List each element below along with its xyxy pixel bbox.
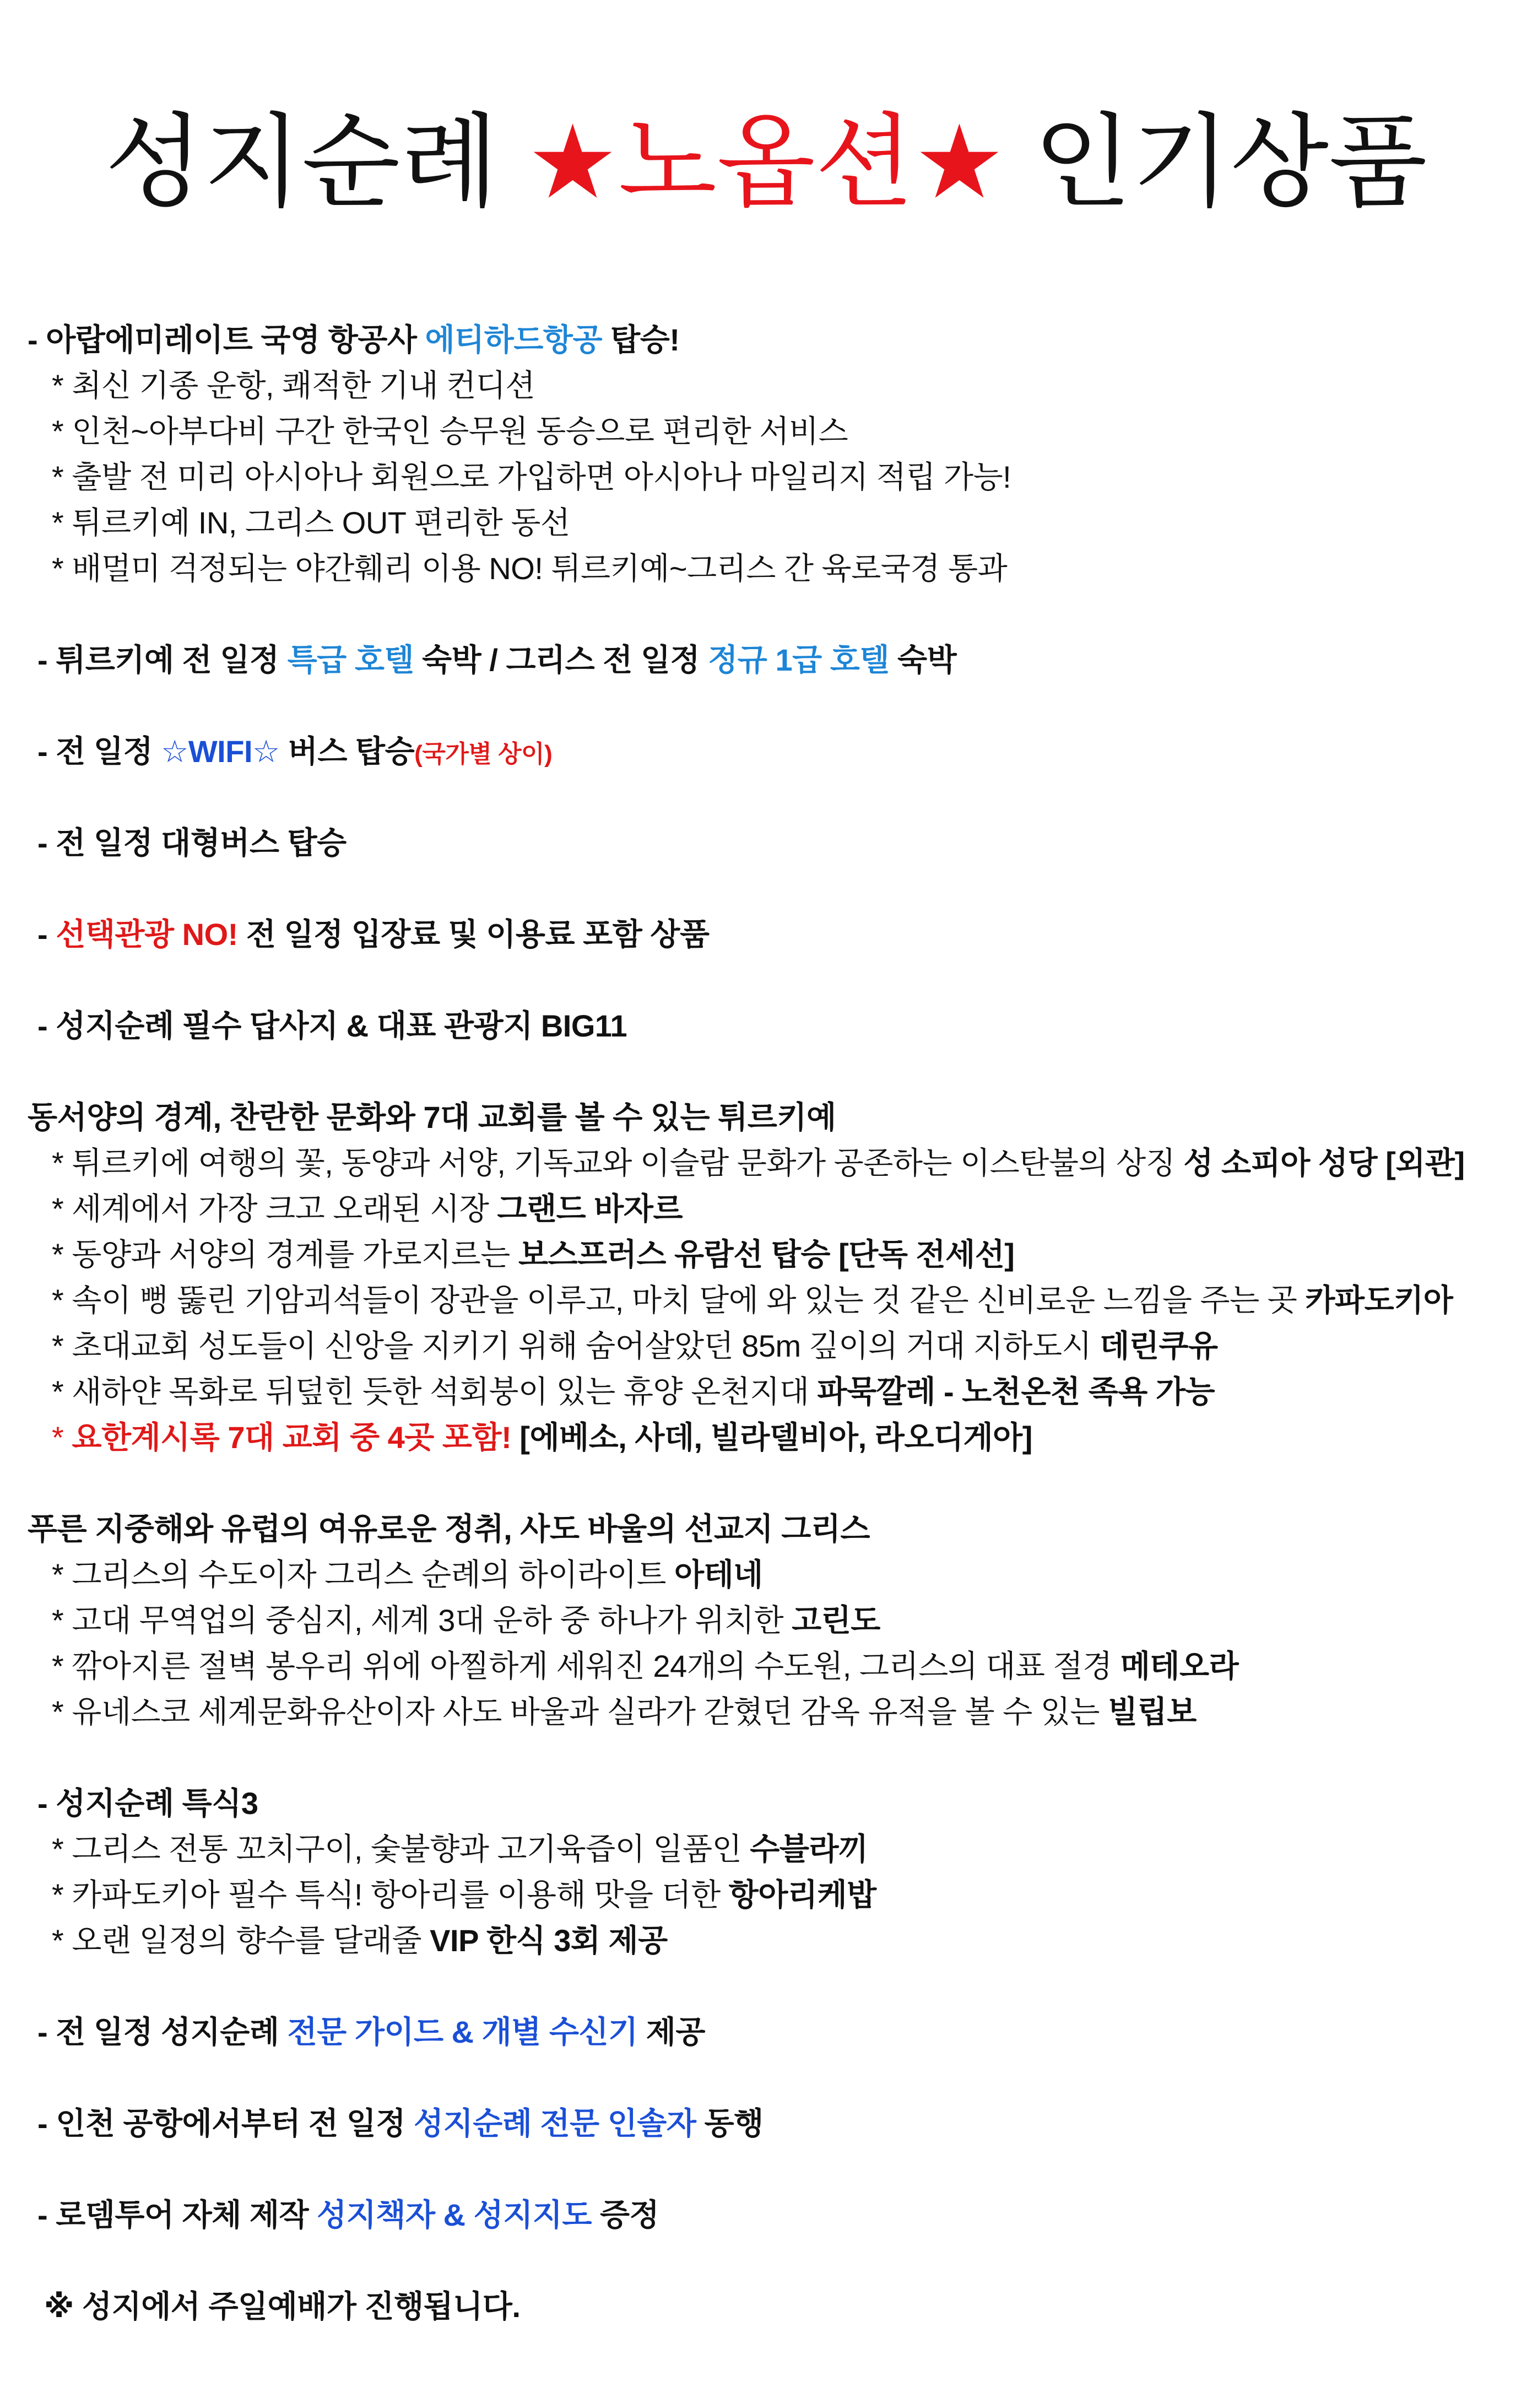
airline-item: * 배멀미 걱정되는 야간훼리 이용 NO! 튀르키예~그리스 간 육로국경 통과 xyxy=(52,551,1008,586)
spacer xyxy=(0,1735,1532,1780)
food-item-highlight: VIP 한식 3회 제공 xyxy=(430,1923,668,1958)
airline-heading-text: - 아랍에미레이트 국영 항공사 xyxy=(28,322,425,357)
escort-text: - 인천 공항에서부터 전 일정 xyxy=(37,2106,414,2141)
food-item xyxy=(0,1918,1532,1963)
greece-heading: 푸른 지중해와 유럽의 여유로운 정취, 사도 바울의 선교지 그리스 xyxy=(28,1511,870,1546)
turkey-churches-item xyxy=(0,1414,1532,1460)
airline-name: 에티하드항공 xyxy=(425,322,603,357)
turkey-item-highlight: 카파도키아 xyxy=(1305,1283,1453,1318)
greece-item xyxy=(0,1643,1532,1689)
turkey-item xyxy=(0,1369,1532,1414)
spacer xyxy=(0,1049,1532,1094)
spacer xyxy=(0,2055,1532,2101)
hotel-text: - 튀르키예 전 일정 xyxy=(37,643,288,677)
guide-highlight: 전문 가이드 & 개별 수신기 xyxy=(287,2015,638,2049)
airline-item: * 최신 기종 운항, 쾌적한 기내 컨디션 xyxy=(52,368,535,403)
option-text: 전 일정 입장료 및 이용료 포함 상품 xyxy=(237,917,710,952)
title-part-1: 성지순례 xyxy=(105,106,527,219)
option-line xyxy=(0,911,1532,957)
no-option-label: 선택관광 NO! xyxy=(56,917,238,952)
spacer xyxy=(0,2146,1532,2192)
greece-item xyxy=(0,1689,1532,1735)
spacer xyxy=(0,774,1532,820)
turkey-item xyxy=(0,1140,1532,1186)
turkey-item xyxy=(0,1232,1532,1277)
turkey-item-text: * 세계에서 가장 크고 오래된 시장 xyxy=(52,1191,497,1226)
guide-text: 제공 xyxy=(637,2015,705,2049)
title-no-option: ★노옵션★ xyxy=(527,106,1005,219)
guide-line xyxy=(0,2009,1532,2055)
hotel-greece-grade: 정규 1급 호텔 xyxy=(708,643,889,677)
airline-item: * 튀르키예 IN, 그리스 OUT 편리한 동선 xyxy=(52,505,570,540)
turkey-item-text: * 동양과 서양의 경계를 가로지르는 xyxy=(52,1237,518,1272)
turkey-item-text: * 튀르키에 여행의 꽃, 동양과 서양, 기독교와 이슬람 문화가 공존하는 이스탄불의 상징 xyxy=(52,1146,1184,1180)
option-text: - xyxy=(37,917,56,952)
wifi-note: (국가별 상이) xyxy=(414,741,553,768)
hotel-turkey-grade: 특급 호텔 xyxy=(287,643,414,677)
turkey-item-text: * 초대교회 성도들이 신앙을 지키기 위해 숨어살았던 85m 깊이의 거대 지하도시 xyxy=(52,1329,1100,1363)
greece-item-text: * 그리스의 수도이자 그리스 순례의 하이라이트 xyxy=(52,1557,674,1592)
escort-line xyxy=(0,2101,1532,2146)
book-text: 증정 xyxy=(591,2198,659,2232)
airline-heading xyxy=(0,317,1532,363)
greece-item-highlight: 빌립보 xyxy=(1108,1694,1197,1729)
greece-item-text: * 유네스코 세계문화유산이자 사도 바울과 실라가 갇혔던 감옥 유적을 볼 수 있는 xyxy=(52,1694,1108,1729)
turkey-item xyxy=(0,1277,1532,1323)
greece-item-text: * 깎아지른 절벽 봉우리 위에 아찔하게 세워진 24개의 수도원, 그리스의 대표 절경 xyxy=(52,1649,1120,1683)
food-heading: - 성지순례 특식3 xyxy=(37,1786,258,1821)
greece-item-highlight: 메테오라 xyxy=(1120,1649,1239,1683)
escort-highlight: 성지순례 전문 인솔자 xyxy=(414,2106,696,2141)
seven-churches-highlight: 요한계시록 7대 교회 중 4곳 포함! xyxy=(72,1420,512,1455)
wifi-text: 버스 탑승 xyxy=(279,734,415,769)
food-item-text: * 그리스 전통 꼬치구이, 숯불향과 고기육즙이 일품인 xyxy=(52,1832,750,1866)
turkey-item xyxy=(0,1323,1532,1369)
airline-item: * 인천~아부다비 구간 한국인 승무원 동승으로 편리한 서비스 xyxy=(52,414,848,449)
turkey-item-highlight: 성 소피아 성당 [외관] xyxy=(1183,1146,1465,1180)
wifi-badge: ☆WIFI☆ xyxy=(161,734,280,769)
spacer xyxy=(0,591,1532,637)
greece-item-highlight: 아테네 xyxy=(674,1557,763,1592)
greece-item-highlight: 고린도 xyxy=(792,1603,880,1638)
escort-text: 동행 xyxy=(696,2106,764,2141)
turkey-item-highlight: 데린쿠유 xyxy=(1100,1329,1218,1363)
turkey-item-highlight: 파묵깔레 - 노천온천 족욕 가능 xyxy=(817,1374,1215,1409)
hotel-text: 숙박 / 그리스 전 일정 xyxy=(414,643,708,677)
airline-item: * 출발 전 미리 아시아나 회원으로 가입하면 아시아나 마일리지 적립 가능! xyxy=(52,460,1011,494)
page-title xyxy=(0,102,1532,223)
greece-item-text: * 고대 무역업의 중심지, 세계 3대 운하 중 하나가 위치한 xyxy=(52,1603,792,1638)
turkey-item-highlight: 보스프러스 유람선 탑승 [단독 전세선] xyxy=(518,1237,1015,1272)
guide-text: - 전 일정 성지순례 xyxy=(37,2015,288,2049)
sunday-service-notice: ※ 성지에서 주일예배가 진행됩니다. xyxy=(44,2289,521,2324)
product-description xyxy=(0,317,1532,2329)
book-text: - 로뎀투어 자체 제작 xyxy=(37,2198,317,2232)
spacer xyxy=(0,1460,1532,1506)
greece-item xyxy=(0,1597,1532,1643)
spacer xyxy=(0,683,1532,728)
turkey-item-highlight: 그랜드 바자르 xyxy=(497,1191,683,1226)
food-item-highlight: 항아리케밥 xyxy=(728,1877,876,1912)
spacer xyxy=(0,2238,1532,2283)
food-item xyxy=(0,1872,1532,1918)
spacer xyxy=(0,1963,1532,2009)
churches-bullet: * xyxy=(52,1420,72,1455)
food-item-highlight: 수블라끼 xyxy=(750,1832,868,1866)
title-part-3: 인기상품 xyxy=(1005,106,1427,219)
turkey-heading: 동서양의 경계, 찬란한 문화와 7대 교회를 볼 수 있는 튀르키예 xyxy=(28,1100,836,1135)
food-item xyxy=(0,1826,1532,1872)
spacer xyxy=(0,957,1532,1003)
book-line xyxy=(0,2192,1532,2238)
churches-list: [에베소, 사데, 빌라델비아, 라오디게아] xyxy=(511,1420,1032,1455)
hotel-text: 숙박 xyxy=(889,643,957,677)
big11-line: - 성지순례 필수 답사지 & 대표 관광지 BIG11 xyxy=(37,1008,627,1043)
book-highlight: 성지책자 & 성지지도 xyxy=(317,2198,592,2232)
turkey-item-text: * 속이 뻥 뚫린 기암괴석들이 장관을 이루고, 마치 달에 와 있는 것 같은 신비로운 느낌을 주는 곳 xyxy=(52,1283,1306,1318)
greece-item xyxy=(0,1552,1532,1597)
hotel-line xyxy=(0,637,1532,683)
turkey-item xyxy=(0,1186,1532,1232)
turkey-item-text: * 새하얀 목화로 뒤덮힌 듯한 석회붕이 있는 휴양 온천지대 xyxy=(52,1374,818,1409)
wifi-line xyxy=(0,728,1532,774)
airline-heading-tail: 탑승! xyxy=(602,322,680,357)
food-item-text: * 오랜 일정의 향수를 달래줄 xyxy=(52,1923,430,1958)
wifi-text: - 전 일정 xyxy=(37,734,161,769)
spacer xyxy=(0,866,1532,911)
bus-line: - 전 일정 대형버스 탑승 xyxy=(37,825,347,860)
food-item-text: * 카파도키아 필수 특식! 항아리를 이용해 맛을 더한 xyxy=(52,1877,729,1912)
